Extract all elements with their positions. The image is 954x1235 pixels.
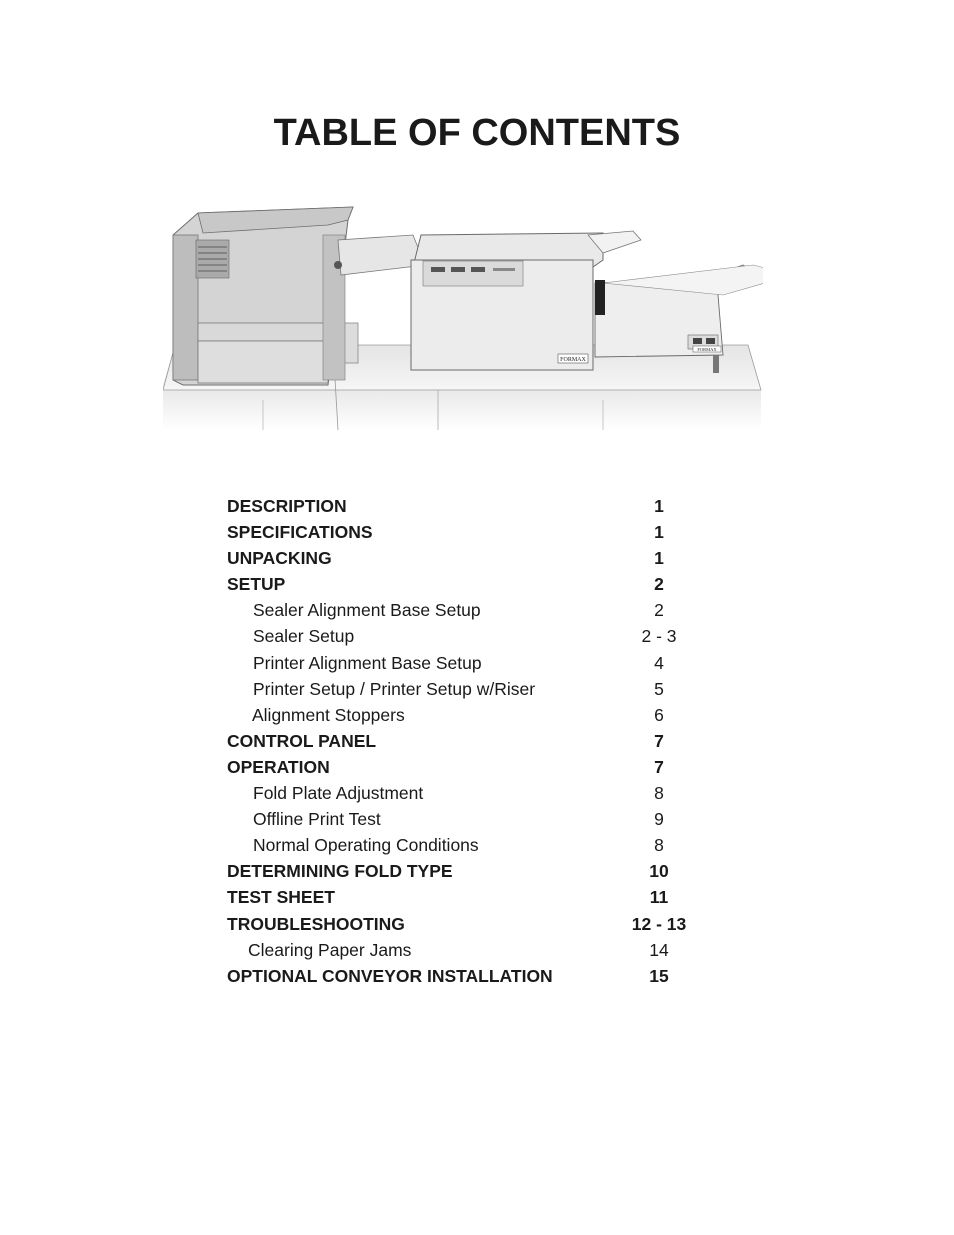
toc-entry-page: 15 bbox=[649, 965, 669, 986]
toc-entry[interactable] bbox=[227, 780, 747, 806]
toc-entry[interactable] bbox=[227, 937, 747, 963]
toc-entry[interactable] bbox=[227, 728, 747, 754]
toc-entry-label: TROUBLESHOOTING bbox=[227, 913, 405, 934]
toc-entry[interactable] bbox=[227, 571, 747, 597]
toc-entry-label: OPTIONAL CONVEYOR INSTALLATION bbox=[227, 965, 553, 986]
toc-entry-page: 7 bbox=[654, 756, 664, 777]
toc-entry-page: 4 bbox=[654, 652, 664, 673]
toc-entry-label: SETUP bbox=[227, 574, 286, 595]
toc-entry-page: 6 bbox=[654, 704, 664, 725]
toc-entry-label: TEST SHEET bbox=[227, 887, 335, 908]
toc-entry[interactable] bbox=[227, 597, 747, 623]
toc-entry-page: 11 bbox=[649, 887, 669, 908]
toc-entry-page: 5 bbox=[654, 678, 664, 699]
toc-entry[interactable] bbox=[227, 702, 747, 728]
toc-entry[interactable] bbox=[227, 832, 747, 858]
toc-entry-label: DETERMINING FOLD TYPE bbox=[227, 861, 453, 882]
toc-entry-label: SPECIFICATIONS bbox=[227, 522, 373, 543]
toc-entry-label: Clearing Paper Jams bbox=[248, 939, 412, 960]
printer-sealer-photo bbox=[163, 195, 763, 430]
toc-entry-label: Normal Operating Conditions bbox=[253, 835, 479, 856]
toc-entry-label: Printer Alignment Base Setup bbox=[253, 652, 482, 673]
brand-label-2: FORMAX bbox=[697, 347, 717, 352]
toc-entry-label: Sealer Setup bbox=[253, 626, 355, 647]
toc-entry[interactable] bbox=[227, 911, 747, 937]
toc-entry[interactable] bbox=[227, 884, 747, 910]
toc-entry-label: Fold Plate Adjustment bbox=[253, 783, 424, 804]
toc-entry-page: 2 - 3 bbox=[641, 626, 677, 647]
toc-entry-page: 1 bbox=[654, 522, 664, 543]
toc-entry-label: OPERATION bbox=[227, 756, 330, 777]
toc-entry-label: CONTROL PANEL bbox=[227, 730, 377, 751]
toc-entry-label: Offline Print Test bbox=[253, 809, 381, 830]
toc-entry-label: Alignment Stoppers bbox=[252, 704, 405, 725]
toc-entry-page: 14 bbox=[649, 939, 669, 960]
toc-entry[interactable] bbox=[227, 806, 747, 832]
toc-entry-page: 10 bbox=[649, 861, 669, 882]
toc-entry[interactable] bbox=[227, 623, 747, 649]
toc-entry-page: 1 bbox=[654, 548, 664, 569]
toc-entry-page: 1 bbox=[654, 496, 664, 516]
toc-entry-label: DESCRIPTION bbox=[227, 496, 347, 516]
toc-entry[interactable] bbox=[227, 963, 747, 989]
toc-entry-page: 7 bbox=[654, 730, 664, 751]
toc-list bbox=[227, 493, 747, 989]
toc-entry[interactable] bbox=[227, 754, 747, 780]
toc-entry-page: 8 bbox=[654, 783, 664, 804]
toc-entry-label: Printer Setup / Printer Setup w/Riser bbox=[253, 678, 536, 699]
toc-entry-label: UNPACKING bbox=[227, 548, 332, 569]
toc-entry-page: 8 bbox=[654, 835, 664, 856]
brand-label: FORMAX bbox=[560, 357, 586, 363]
toc-entry-page: 12 - 13 bbox=[631, 913, 687, 934]
toc-entry-label: Sealer Alignment Base Setup bbox=[253, 600, 481, 621]
toc-entry[interactable] bbox=[227, 858, 747, 884]
toc-entry[interactable] bbox=[227, 519, 747, 545]
toc-entry-page: 2 bbox=[654, 574, 664, 595]
toc-entry-page: 2 bbox=[654, 600, 664, 621]
toc-entry[interactable] bbox=[227, 493, 747, 519]
page-title: TABLE OF CONTENTS bbox=[273, 112, 681, 154]
toc-entry[interactable] bbox=[227, 545, 747, 571]
toc-entry[interactable] bbox=[227, 676, 747, 702]
toc-entry[interactable] bbox=[227, 650, 747, 676]
toc-entry-page: 9 bbox=[654, 809, 664, 830]
